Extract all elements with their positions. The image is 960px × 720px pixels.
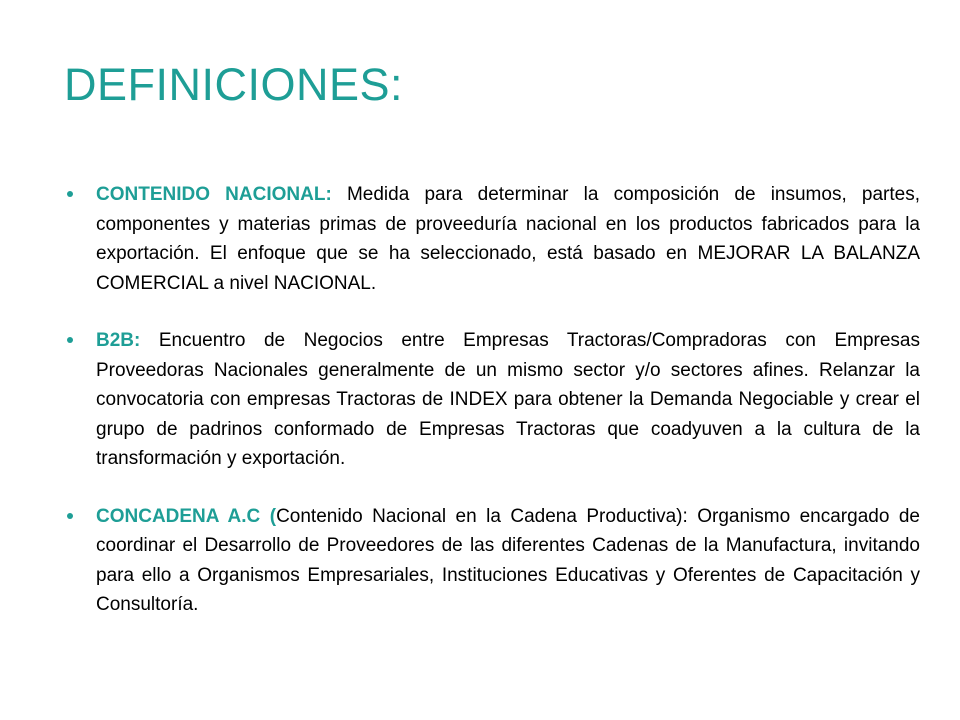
slide-title: DEFINICIONES:	[64, 59, 404, 110]
definitions-list	[66, 180, 920, 648]
bullet-dot-icon	[67, 191, 73, 197]
definition-concadena	[66, 502, 920, 620]
definition-text: Encuentro de Negocios entre Empresas Tractoras/Compradoras con Empresas Proveedoras Nacionales generalmente de un mismo sector y/o sectores afines. Relanzar la convocatoria con empresas Tractoras de INDEX para obtener la Demanda Negociable y crear el grupo de padrinos conformado de Empresas Tractoras que coadyuven a la cultura de la transformación y exportación.	[96, 330, 920, 469]
definition-contenido-nacional	[66, 180, 920, 298]
bullet-dot-icon	[67, 513, 73, 519]
definition-text: Contenido Nacional en la Cadena Productiva): Organismo encargado de coordinar el Desarrollo de Proveedores de las diferentes Cadenas de la Manufactura, invitando para ello a Organismos Empresariales, Instituciones Educativas y Oferentes de Capacitación y Consultoría.	[96, 505, 920, 615]
definition-term: CONCADENA A.C (	[96, 505, 277, 527]
definition-term: B2B:	[96, 330, 141, 351]
definition-term: CONTENIDO NACIONAL:	[96, 184, 332, 205]
bullet-dot-icon	[67, 337, 73, 343]
definition-text: Medida para determinar la composición de insumos, partes, componentes y materias primas de proveeduría nacional en los productos fabricados para la exportación. El enfoque que se ha seleccionado, está basado en MEJORAR LA BALANZA COMERCIAL a nivel NACIONAL.	[96, 184, 920, 294]
definition-b2b	[66, 326, 920, 474]
